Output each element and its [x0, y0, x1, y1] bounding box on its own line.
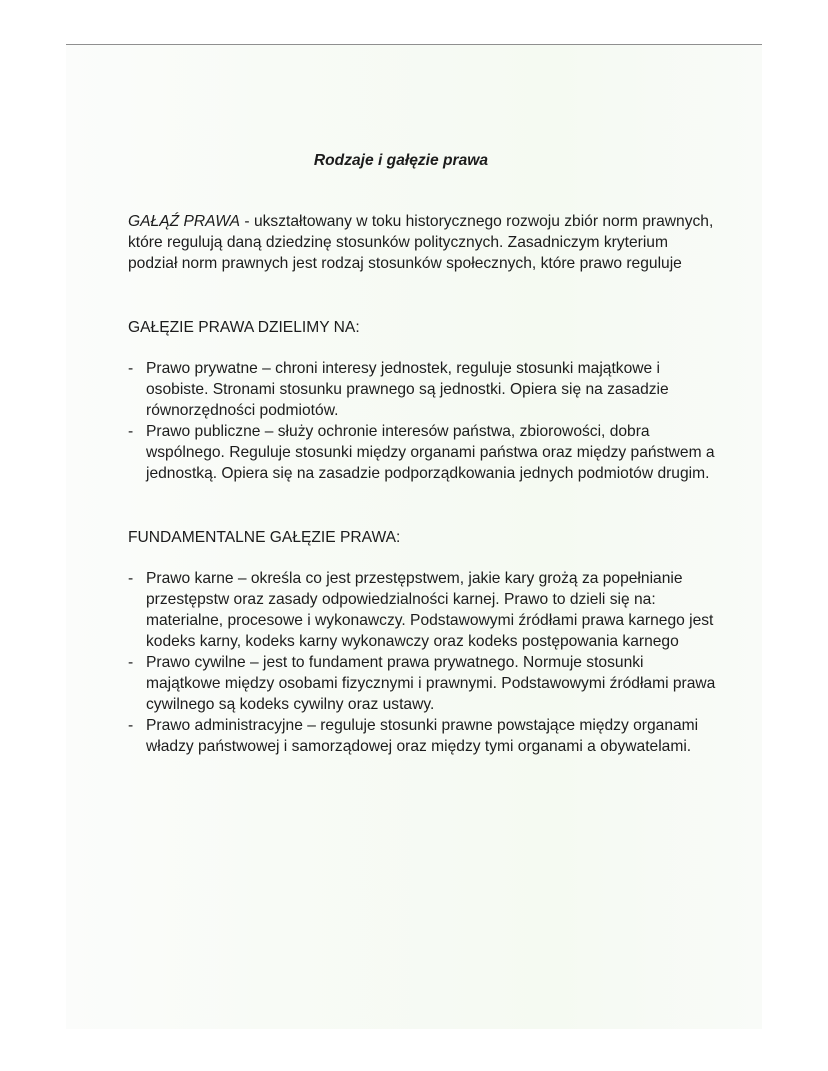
bullet-dash: -: [128, 570, 134, 587]
list-item: [128, 421, 718, 484]
list-item-text: Prawo cywilne – jest to fundament prawa prywatnego. Normuje stosunki majątkowe między osobami fizycznymi i prawnymi. Podstawowymi źródłami prawa cywilnego są kodeks cywilny oraz ustawy.: [146, 654, 716, 713]
bullet-dash: -: [128, 654, 134, 671]
list-item-text: Prawo administracyjne – reguluje stosunki prawne powstające między organami władzy państwowej i samorządowej oraz między tymi organami a obywatelami.: [146, 717, 699, 755]
list-item-text: Prawo publiczne – służy ochronie interesów państwa, zbiorowości, dobra wspólnego. Reguluje stosunki między organami państwa oraz między państwem a jednostką. Opiera się na zasadzie podporządkowania jednych podmiotów drugim.: [146, 423, 715, 482]
section-heading-fundamental: FUNDAMENTALNE GAŁĘZIE PRAWA:: [128, 529, 401, 546]
list-item: [128, 652, 718, 715]
bullet-dash: -: [128, 423, 134, 440]
list-item: [128, 715, 718, 757]
document-body: [128, 150, 718, 757]
bullet-dash: -: [128, 360, 134, 377]
intro-text: - ukształtowany w toku historycznego rozwoju zbiór norm prawnych, które regulują daną dziedzinę stosunków politycznych. Zasadniczym kryterium podział norm prawnych jest rodzaj stosunków społecznych, które prawo reguluje: [128, 213, 714, 272]
list-item: [128, 358, 718, 421]
branches-list: [128, 358, 718, 484]
top-rule: [66, 44, 762, 45]
list-item-text: Prawo karne – określa co jest przestępstwem, jakie kary grożą za popełnianie przestępstw oraz zasady odpowiedzialności karnej. Prawo to dzieli się na: materialne, procesowe i wykonawczy. Podstawowymi źródłami prawa karnego jest kodeks karny, kodeks karny wykonawczy oraz kodeks postępowania karnego: [146, 570, 714, 650]
section-heading-branches: GAŁĘZIE PRAWA DZIELIMY NA:: [128, 319, 360, 336]
list-item: [128, 568, 718, 652]
bullet-dash: -: [128, 717, 134, 734]
fundamental-list: [128, 568, 718, 757]
intro-term: GAŁĄŹ PRAWA: [128, 213, 241, 230]
list-item-text: Prawo prywatne – chroni interesy jednostek, reguluje stosunki majątkowe i osobiste. Stronami stosunku prawnego są jednostki. Opiera się na zasadzie równorzędności podmiotów.: [146, 360, 669, 419]
document-title: Rodzaje i gałęzie prawa: [313, 152, 489, 169]
intro-paragraph: [128, 211, 718, 274]
